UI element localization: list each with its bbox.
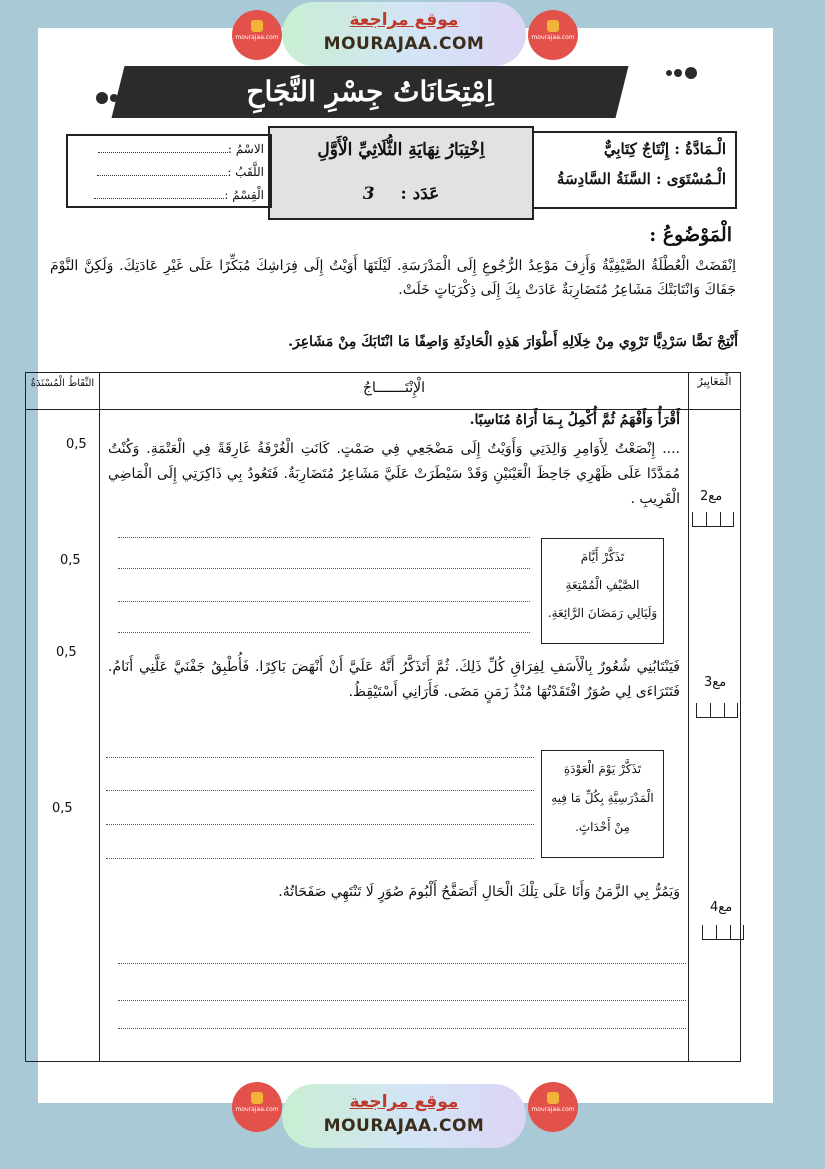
hint-1-line: الصَّيْفِ الْمُمْتِعَةِ (565, 578, 640, 592)
table-divider (99, 372, 100, 1062)
class-label: الْقِسْمُ : (224, 188, 264, 202)
name-label: الاسْمُ : (227, 142, 264, 156)
paragraph-2: فَيَنْتَابُنِي شُعُورٌ بِالْأَسَفِ لِفِرَاقِ كُلِّ ذَلِكَ. ثُمَّ أَتَذَكَّرُ أَنَّهُ عَلَيَّ أَنْ أَنْهَضَ بَاكِرًا. فَأُطْبِقُ جَفْنَيَّ عَلَّنِي أَنَامُ. فَتَتَرَاءَى لِي صُوَرٌ افْتَقَدْتُهَا مُنْذُ زَمَنٍ مَضَى. فَأَرَانِي أَسْتَيْقِظُ. (108, 659, 680, 700)
exam-number (278, 184, 524, 204)
answer-line[interactable] (118, 568, 530, 569)
score-tally[interactable] (696, 703, 738, 718)
answer-line[interactable] (118, 601, 530, 602)
student-surname-row[interactable] (74, 163, 264, 179)
banner-dot (666, 70, 672, 76)
points-value: 0,5 (60, 553, 81, 568)
score-tally[interactable] (702, 925, 744, 940)
points-value: 0,5 (56, 645, 77, 660)
site-logo-right-bottom: mourajaa.com (528, 1082, 578, 1132)
answer-line[interactable] (106, 858, 534, 859)
answer-line[interactable] (118, 537, 530, 538)
col-production-header: الْإِنْتَـــــــاجُ (362, 380, 425, 396)
answer-line[interactable] (106, 824, 534, 825)
table-divider (688, 372, 689, 1062)
task-instruction: أَقْرَأُ وَأَفْهَمُ ثُمَّ أُكْمِلُ بِـمَا أَرَاهُ مُنَاسِبًا. (469, 412, 680, 428)
hint-1-line: وَلَيَالِي رَمَضَانَ الرَّائِعَةِ. (547, 606, 658, 620)
hint-1-line: تَذَكَّرْ أَيَّامَ (580, 550, 625, 564)
student-name-row[interactable] (74, 140, 264, 156)
subject-label: الْـمَادَّةُ : إِنْتَاجٌ كِتَابِيٌّ (603, 140, 726, 158)
paragraph-3: وَيَمُرُّ بِي الزَّمَنُ وَأَنَا عَلَى تِلْكَ الْحَالِ أَتَصَفَّحُ أَلْبُومَ صُوَرٍ لَا تَنْتَهِي صَفَحَاتُهُ. (278, 884, 680, 900)
answer-line[interactable] (118, 963, 686, 964)
hint-box-2 (541, 750, 664, 858)
site-badge-top[interactable] (282, 2, 526, 66)
col-criteria-header: الْمَعَايِيرُ (697, 375, 732, 388)
answer-line[interactable] (106, 790, 534, 791)
answer-line[interactable] (118, 1028, 686, 1029)
answer-line[interactable] (118, 632, 530, 633)
surname-label: اللَّقَبُ : (227, 165, 264, 179)
col-points-header: النِّقَاطُ الْمُسْنَدَةُ (30, 378, 95, 389)
number-value: 3 (362, 184, 375, 204)
hint-2-line: تَذَكَّرْ يَوْمَ الْعَوْدَةِ (563, 762, 642, 776)
site-logo-left-bottom: mourajaa.com (232, 1082, 282, 1132)
topic-text: اِنْقَضَتْ الْعُطْلَةُ الصَّيْفِيَّةُ وَأَزِفَ مَوْعِدُ الرُّجُوعِ إِلَى الْمَدْرَسَةِ. لَيْلَتَهَا أَوَيْتُ إِلَى فِرَاشِكَ مُبَكِّرًا عَلَى غَيْرِ عَادَتِكَ. وَلَكِنَّ النَّوْمَ جَفَاكَ وَانْتَابَتْكَ مَشَاعِرُ مُتَضَارِبَةٌ عَادَتْ بِكَ إِلَى ذِكْرَيَاتٍ خَلَتْ. (50, 258, 736, 298)
site-logo-right-top: mourajaa.com (528, 10, 578, 60)
table-header-rule (25, 409, 741, 410)
hint-2-line: الْمَدْرَسِيَّةِ بِكُلِّ مَا فِيهِ (551, 791, 654, 805)
site-name-ar: موقع مراجعة (349, 1092, 459, 1112)
class-field[interactable] (94, 186, 224, 199)
score-tally[interactable] (692, 512, 734, 527)
name-field[interactable] (98, 140, 228, 153)
banner-title: اِمْتِحَانَاتُ جِسْرِ النَّجَاحِ (246, 75, 494, 108)
banner-dot (685, 67, 697, 79)
criterion-label: مع2 (700, 489, 723, 504)
topic-instruction: أَنْتِجْ نَصًّا سَرْدِيًّا تَرْوِي مِنْ خِلَالِهِ أَطْوَارَ هَذِهِ الْحَادِثَةِ وَاصِفًا مَا انْتَابَكَ مِنْ مَشَاعِرَ. (288, 334, 738, 350)
banner-dot (110, 94, 118, 102)
site-badge-bottom[interactable] (282, 1084, 526, 1148)
points-value: 0,5 (52, 801, 73, 816)
criterion-label: مع4 (710, 900, 733, 915)
student-class-row[interactable] (74, 186, 264, 202)
hint-2-line: مِنْ أَحْدَاثٍ. (575, 820, 630, 834)
site-name-ar: موقع مراجعة (349, 10, 459, 30)
banner-dot (674, 69, 682, 77)
site-logo-left-top: mourajaa.com (232, 10, 282, 60)
site-name-lat: MOURAJAA.COM (323, 34, 485, 54)
site-name-lat: MOURAJAA.COM (323, 1116, 485, 1136)
hint-box-1 (541, 538, 664, 644)
paragraph-1: .... إِنْصَعْتُ لِأَوَامِرِ وَالِدَتِي وَأَوَيْتُ إِلَى مَضْجَعِي فِي صَمْتٍ. كَانَتِ الْغُرْفَةُ غَارِقَةً فِي الْعَتْمَةِ. وَكُنْتُ مُمَدَّدًا عَلَى ظَهْرِي جَاحِظَ الْعَيْنَيْنِ وَقَدْ سَيْطَرَتْ عَلَيَّ مَشَاعِرُ مُتَضَارِبَةٌ. فَتَعُودُ بِي ذَاكِرَتِي إِلَى الْمَاضِي الْقَرِيبِ . (108, 441, 680, 507)
banner-dot (96, 92, 108, 104)
points-value: 0,5 (66, 437, 87, 452)
criterion-label: مع3 (704, 675, 727, 690)
level-label: الْـمُسْتَوَى : السَّنَةُ السَّادِسَةُ (556, 170, 726, 188)
exam-title: اِخْتِبَارُ نِهَايَةِ الثُّلَاثِيِّ الْأَوَّلِ (317, 140, 485, 160)
banner-dot (120, 95, 126, 101)
surname-field[interactable] (97, 163, 227, 176)
topic-heading: الْمَوْضُوعُ : (649, 224, 732, 246)
number-label: عَدَد : (400, 184, 440, 204)
answer-line[interactable] (106, 757, 534, 758)
answer-line[interactable] (118, 1000, 686, 1001)
